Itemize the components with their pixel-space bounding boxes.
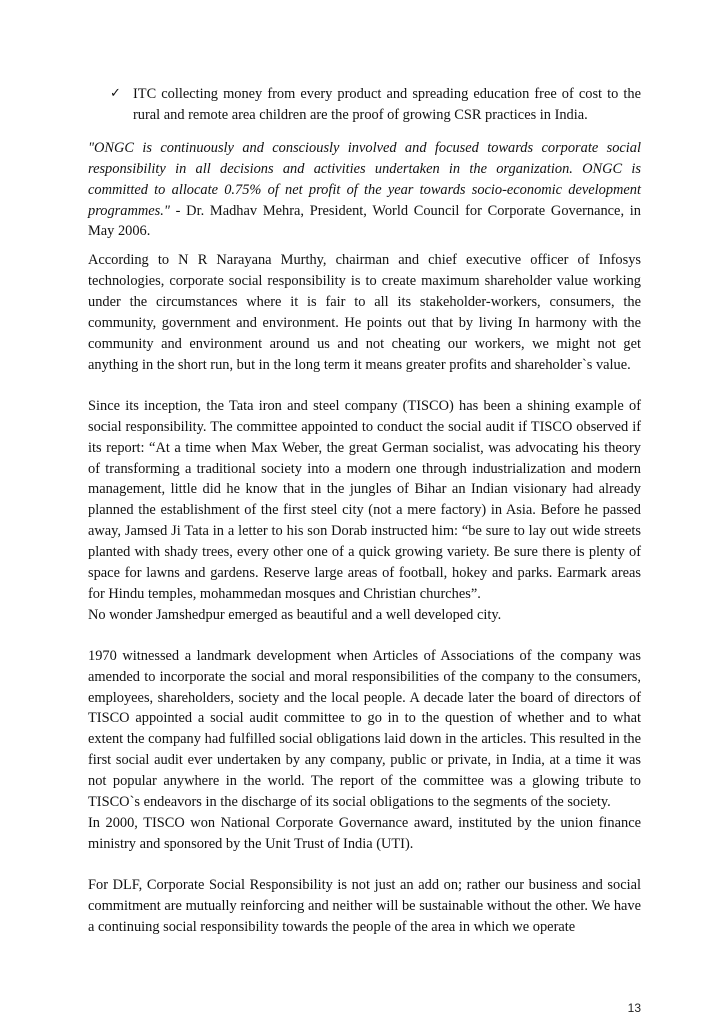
paragraph-dlf: For DLF, Corporate Social Responsibility is not just an add on; rather our business and social commitment are mutually reinforcing and neither will be sustainable without the other. We have a continuing social responsibility towards the people of the area in which we operate bbox=[88, 876, 641, 935]
checkmark-icon: ✓ bbox=[110, 86, 121, 101]
ongc-quote-text: "ONGC is continuously and consciously involved and focused towards corporate social responsibility in all decisions and activities undertaken in the organization. ONGC is committed to allocate 0.75% of net profit of the year towards socio-economic development programmes." bbox=[88, 139, 641, 219]
paragraph-murthy: According to N R Narayana Murthy, chairman and chief executive officer of Infosys technologies, corporate social responsibility is to create maximum shareholder value working under the circumstances where it is fair to all its stakeholder-workers, consumers, the community, government and environment. He points out that by living In harmony with the community and environment around us and not cheating our workers, we might not get anything in the short run, but in the long term it means greater profits and shareholder`s value. bbox=[88, 252, 641, 373]
paragraph-2000-award: In 2000, TISCO won National Corporate Governance award, instituted by the union finance ministry and sponsored by the Unit Trust of India (UTI). bbox=[88, 815, 641, 852]
paragraph-1970-audit: 1970 witnessed a landmark development when Articles of Associations of the company was amended to incorporate the social and moral responsibilities of the company to the consumers, employees, shareholders, society and the local people. A decade later the board of directors of TISCO appointed a social audit committee to go in to the question of whether and to what extent the company had fulfilled social obligations laid down in the articles. This resulted in the first social audit ever undertaken by any company, public or private, in India, at a time it was not popular anywhere in the world. The report of the committee was a glowing tribute to TISCO`s endeavors in the discharge of its social obligations to the segments of the society. bbox=[88, 647, 641, 811]
ongc-quote-paragraph bbox=[88, 138, 641, 243]
page-number: 13 bbox=[627, 1001, 641, 1015]
paragraph-jamshedpur: No wonder Jamshedpur emerged as beautiful and a well developed city. bbox=[88, 606, 502, 623]
paragraph-tisco: Since its inception, the Tata iron and steel company (TISCO) has been a shining example of social responsibility. The committee appointed to conduct the social audit if TISCO observed if its report: “At a time when Max Weber, the great German socialist, was advocating his theory of transforming a traditional society into a modern one through industrialization and modern management, little did he know that in the jungles of Bihar an Indian visionary had already planned the establishment of the first steel city (not a mere factory) in Asia. Before he passed away, Jamsed Ji Tata in a letter to his son Dorab instructed him: “be sure to lay out wide streets planted with shady trees, every other one of a quick growing variety. Be sure there is plenty of space for lawns and gardens. Reserve large areas of football, hokey and parks. Earmark areas for Hindu temples, mohammedan mosques and Christian churches”. bbox=[88, 397, 641, 602]
bullet-item-itc bbox=[88, 84, 641, 126]
document-body bbox=[88, 84, 641, 938]
bullet-text: ITC collecting money from every product and spreading education free of cost to the rural and remote area children are the proof of growing CSR practices in India. bbox=[133, 86, 641, 123]
quote-attribution: - Dr. Madhav Mehra, President, World Council for Corporate Governance, in May 2006. bbox=[88, 202, 641, 240]
